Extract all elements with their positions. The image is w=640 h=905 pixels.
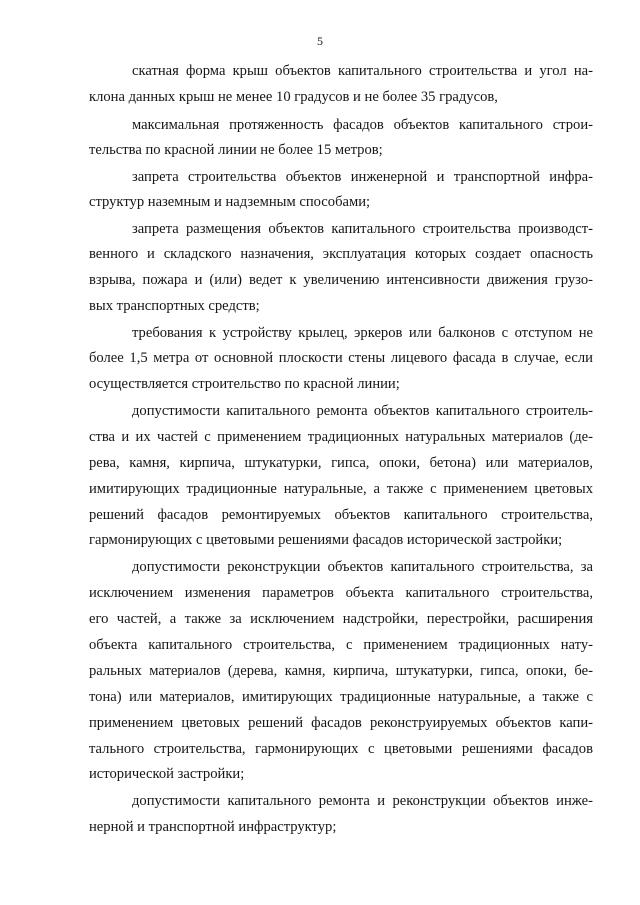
paragraph-line: гармонирующих с цветовыми решениями фасадов исторической застройки; xyxy=(89,532,563,548)
paragraph-line: ральных материалов (дерева, камня, кирпича, штукатурки, гипса, опоки, бе- xyxy=(89,663,593,679)
paragraph-line: осуществляется строительство по красной линии; xyxy=(89,376,400,392)
paragraph-line: объекта капитального строительства, с применением традиционных нату- xyxy=(89,637,593,653)
paragraph-line: решений фасадов ремонтируемых объектов капитального строительства, xyxy=(89,507,593,523)
paragraph-line: исторической застройки; xyxy=(89,766,245,782)
paragraph-line: имитирующих традиционные натуральные, а также с применением цветовых xyxy=(89,481,593,497)
paragraph-line: требования к устройству крылец, эркеров или балконов с отступом не xyxy=(132,325,593,341)
paragraph-line: вых транспортных средств; xyxy=(89,298,260,314)
paragraph-line: скатная форма крыш объектов капитального строительства и угол на- xyxy=(132,63,593,79)
paragraph-line: тельства по красной линии не более 15 метров; xyxy=(89,142,383,158)
paragraph-line: взрыва, пожара и (или) ведет к увеличению интенсивности движения грузо- xyxy=(89,272,593,288)
paragraph-line: рева, камня, кирпича, штукатурки, гипса, опоки, бетона) или материалов, xyxy=(89,455,593,471)
paragraph-line: допустимости капитального ремонта и реконструкции объектов инже- xyxy=(132,793,593,809)
paragraph-line: запрета строительства объектов инженерной и транспортной инфра- xyxy=(132,169,593,185)
paragraph-line: ства и их частей с применением традиционных натуральных материалов (де- xyxy=(89,429,593,445)
paragraph-line: тона) или материалов, имитирующих традиционные натуральные, а также с xyxy=(89,689,593,705)
page-number: 5 xyxy=(317,34,323,48)
paragraph-line: его частей, а также за исключением надстройки, перестройки, расширения xyxy=(89,611,593,627)
paragraph-line: исключением изменения параметров объекта капитального строительства, xyxy=(89,585,593,601)
paragraph-line: венного и складского назначения, эксплуатация которых создает опасность xyxy=(89,246,593,262)
paragraph-line: максимальная протяженность фасадов объектов капитального строи- xyxy=(132,117,593,133)
paragraph-line: более 1,5 метра от основной плоскости стены лицевого фасада в случае, если xyxy=(89,350,593,366)
paragraph-line: тального строительства, гармонирующих с цветовыми решениями фасадов xyxy=(89,741,593,757)
paragraph-line: применением цветовых решений фасадов реконструируемых объектов капи- xyxy=(89,715,593,731)
paragraph-line: клона данных крыш не менее 10 градусов и не более 35 градусов, xyxy=(89,89,498,105)
paragraph-line: допустимости капитального ремонта объектов капитального строитель- xyxy=(132,403,593,419)
paragraph-line: допустимости реконструкции объектов капитального строительства, за xyxy=(132,559,593,575)
paragraph-line: запрета размещения объектов капитального строительства производст- xyxy=(132,221,593,237)
paragraph-line: структур наземным и надземным способами; xyxy=(89,194,371,210)
paragraph-line: нерной и транспортной инфраструктур; xyxy=(89,819,337,835)
